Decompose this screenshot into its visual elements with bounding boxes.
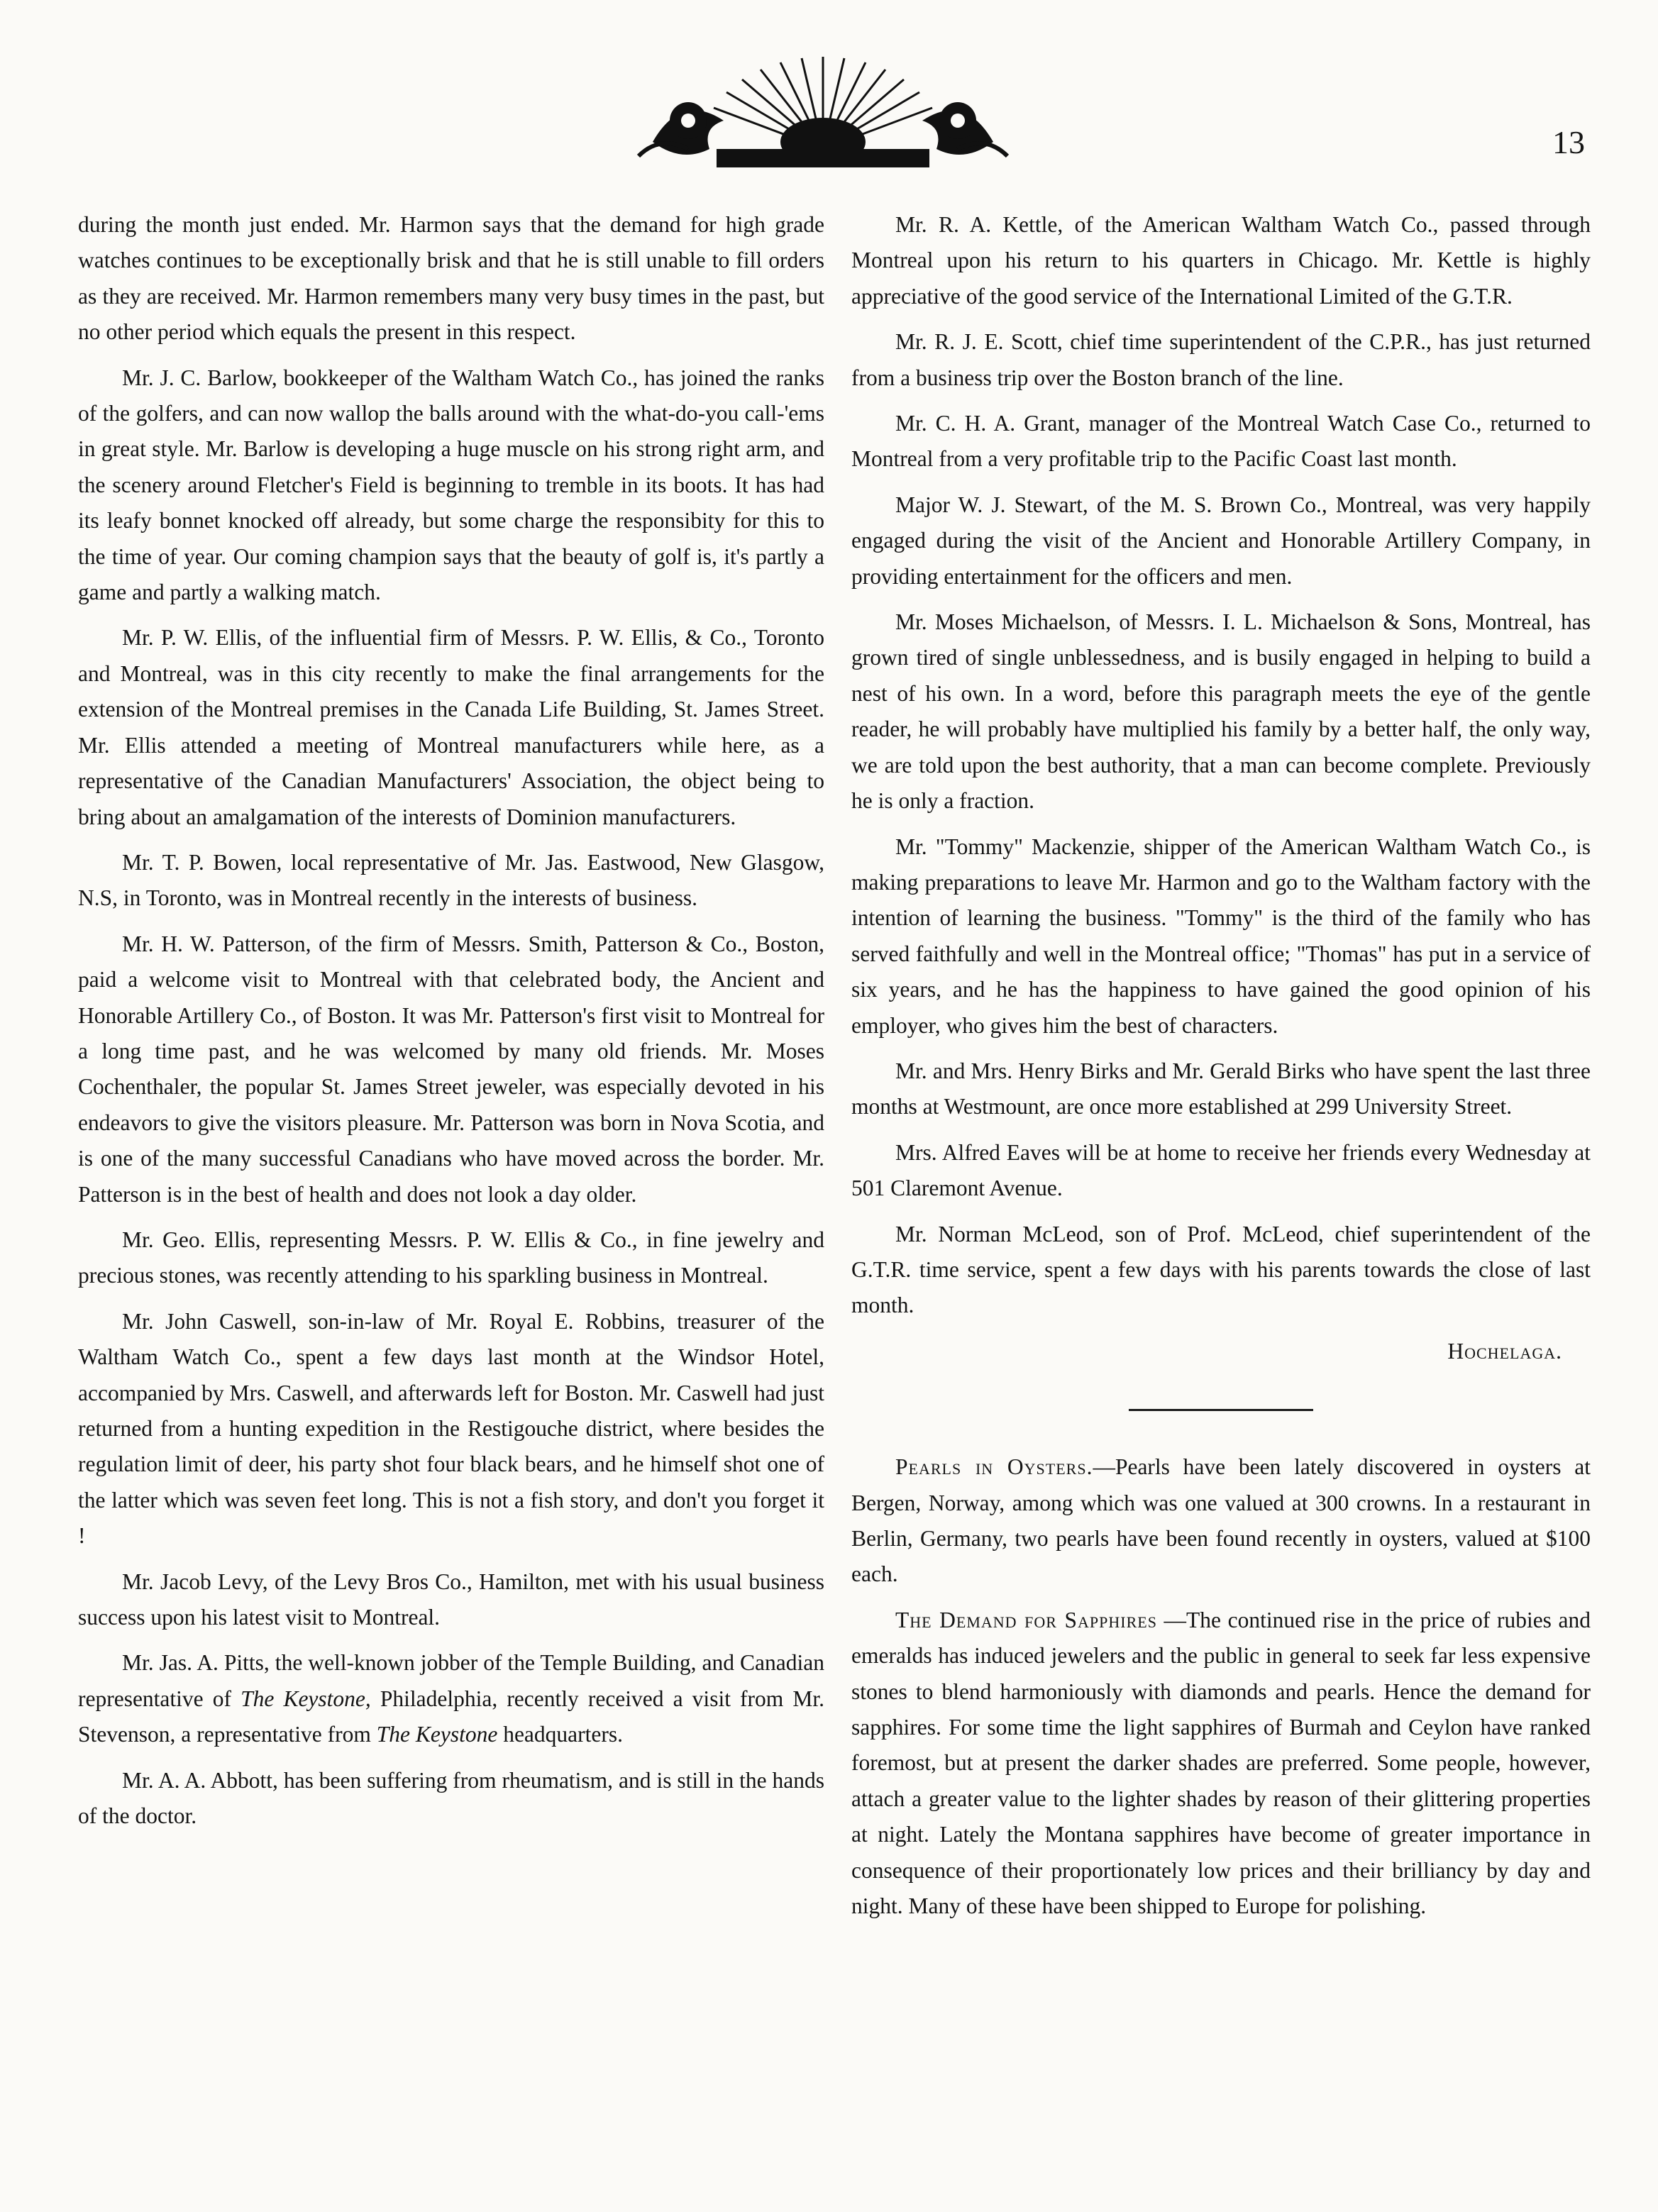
pearls-heading: Pearls in Oysters. [895, 1454, 1093, 1480]
paragraph-michaelson: Mr. Moses Michaelson, of Messrs. I. L. Michaelson & Sons, Montreal, has grown tired of single unblessedness, and is busily engaged in helping to build a nest of his own. In a word, before this paragraph meets the eye of the gentle reader, he will probably have multiplied his family by a better half, the only way, we are told upon the best authority, that a man can become complete. Previously he is only a fraction. [851, 609, 1591, 814]
sapphires-body: —The continued rise in the price of rubies and emeralds has induced jewelers and the public in general to seek far less expensive stones to blend harmoniously with diamonds and pearls. Hence the demand for sapphires. For some time the light sapphires of Burmah and Ceylon have ranked foremost, but at present the darker shades are preferred. Some people, however, attach a greater value to the lighter shades by reason of their glittering properties at night. Lately the Montana sapphires have become of greater importance in consequence of their proportionately low prices and their brilliancy by day and night. Many of these have been shipped to Europe for polishing. [851, 1607, 1591, 1919]
paragraph-barlow: Mr. J. C. Barlow, bookkeeper of the Waltham Watch Co., has joined the ranks of the golfers, and can now wallop the balls around with the what-do-you call-'ems in great style. Mr. Barlow is developing a huge muscle on his strong right arm, and the scenery around Fletcher's Field is beginning to tremble in its boots. It has had its leafy bonnet knocked off already, but some charge the responsibity for this to the time of year. Our coming champion says that the beauty of golf is, it's partly a game and partly a walking match. [78, 365, 824, 605]
paragraph-bowen: Mr. T. P. Bowen, local representative of Mr. Jas. Eastwood, New Glasgow, N.S, in Toronto, was in Montreal recently in the interests of business. [78, 849, 824, 911]
pitts-text-a: Mr. Jas. A. Pitts, the well-known jobber of the Temple Building, and Canadian representative of [78, 1650, 824, 1711]
keystone-title-1: The Keystone, [241, 1686, 371, 1711]
paragraph-scott: Mr. R. J. E. Scott, chief time superintendent of the C.P.R., has just returned from a business trip over the Boston branch of the line. [851, 329, 1591, 390]
paragraph-pearls [851, 1449, 1591, 1593]
masthead-ornament [610, 43, 1036, 177]
pitts-text-c: headquarters. [497, 1722, 623, 1747]
sapphires-heading: The Demand for Sapphires [895, 1607, 1157, 1632]
paragraph-geo-ellis: Mr. Geo. Ellis, representing Messrs. P. W. Ellis & Co., in fine jewelry and precious stones, was recently attending to his sparkling business in Montreal. [78, 1227, 824, 1288]
paragraph-abbott: Mr. A. A. Abbott, has been suffering from rheumatism, and is still in the hands of the doctor. [78, 1767, 824, 1829]
paragraph-pw-ellis: Mr. P. W. Ellis, of the influential firm of Messrs. P. W. Ellis, & Co., Toronto and Montreal, was in this city recently to make the final arrangements for the extension of the Montreal premises in the Canada Life Building, St. James Street. Mr. Ellis attended a meeting of Montreal manufacturers while here, as a representative of the Canadian Manufacturers' Association, the object being to bring about an amalgamation of the interests of Dominion manufacturers. [78, 625, 824, 829]
right-column [851, 207, 1591, 1934]
paragraph-sapphires [851, 1603, 1591, 1925]
paragraph-levy: Mr. Jacob Levy, of the Levy Bros Co., Hamilton, met with his usual business success upon his latest visit to Montreal. [78, 1569, 824, 1630]
left-column [78, 207, 824, 1844]
section-divider [1129, 1409, 1313, 1411]
pitts-text-b: Philadelphia, recently received a visit from Mr. Stevenson, a representative from [78, 1686, 825, 1747]
paragraph-birks: Mr. and Mrs. Henry Birks and Mr. Gerald Birks who have spent the last three months at Westmount, are once more established at 299 University Street. [851, 1058, 1591, 1119]
pearls-body: —Pearls have been lately discovered in oysters at Bergen, Norway, among which was one valued at 300 crowns. In a restaurant in Berlin, Germany, two pearls have been found recently in oysters, valued at $100 each. [851, 1454, 1591, 1587]
paragraph-mcleod: Mr. Norman McLeod, son of Prof. McLeod, chief superintendent of the G.T.R. time service, spent a few days with his parents towards the close of last month. [851, 1221, 1591, 1318]
paragraph-pitts [78, 1645, 824, 1752]
paragraph-harmon-continued: during the month just ended. Mr. Harmon says that the demand for high grade watches continues to be exceptionally brisk and that he is still unable to fill orders as they are received. Mr. Harmon remembers many very busy times in the past, but no other period which equals the present in this respect. [78, 212, 824, 345]
paragraph-patterson: Mr. H. W. Patterson, of the firm of Messrs. Smith, Patterson & Co., Boston, paid a welcome visit to Montreal with that celebrated body, the Ancient and Honorable Artillery Co., of Boston. It was Mr. Patterson's first visit to Montreal for a long time past, and he was welcomed by many old friends. Mr. Moses Cochenthaler, the popular St. James Street jeweler, was especially devoted in his endeavors to give the visitors pleasure. Mr. Patterson was born in Nova Scotia, and is one of the many successful Canadians who have moved across the border. Mr. Patterson is in the best of health and does not look a day older. [78, 931, 824, 1207]
signature-hochelaga: Hochelaga. [1447, 1338, 1562, 1364]
paragraph-stewart: Major W. J. Stewart, of the M. S. Brown Co., Montreal, was very happily engaged during the visit of the Ancient and Honorable Artillery Company, in providing entertainment for the officers and men. [851, 492, 1591, 589]
paragraph-kettle: Mr. R. A. Kettle, of the American Waltham Watch Co., passed through Montreal upon his return to his quarters in Chicago. Mr. Kettle is highly appreciative of the good service of the International Limited of the G.T.R. [851, 212, 1591, 309]
paragraph-mackenzie: Mr. "Tommy" Mackenzie, shipper of the American Waltham Watch Co., is making preparations to leave Mr. Harmon and go to the Waltham factory with the intention of learning the business. "Tommy" is the third of the family who has served faithfully and well in the Montreal office; "Thomas" has put in a service of six years, and he has the happiness to have gained the good opinion of his employer, who gives him the best of characters. [851, 834, 1591, 1038]
paragraph-grant: Mr. C. H. A. Grant, manager of the Montreal Watch Case Co., returned to Montreal from a very profitable trip to the Pacific Coast last month. [851, 411, 1591, 472]
page-number: 13 [1552, 124, 1585, 160]
paragraph-eaves: Mrs. Alfred Eaves will be at home to receive her friends every Wednesday at 501 Claremont Avenue. [851, 1139, 1591, 1201]
paragraph-caswell: Mr. John Caswell, son-in-law of Mr. Royal E. Robbins, treasurer of the Waltham Watch Co., spent a few days last month at the Windsor Hotel, accompanied by Mrs. Caswell, and afterwards left for Boston. Mr. Caswell had just returned from a hunting expedition in the Restigouche district, where besides the regulation limit of deer, his party shot four black bears, and he himself shot one of the latter which was seven feet long. This is not a fish story, and don't you forget it ! [78, 1308, 824, 1549]
masthead-sunburst-illustration [610, 43, 1036, 177]
keystone-title-2: The Keystone [376, 1722, 498, 1747]
